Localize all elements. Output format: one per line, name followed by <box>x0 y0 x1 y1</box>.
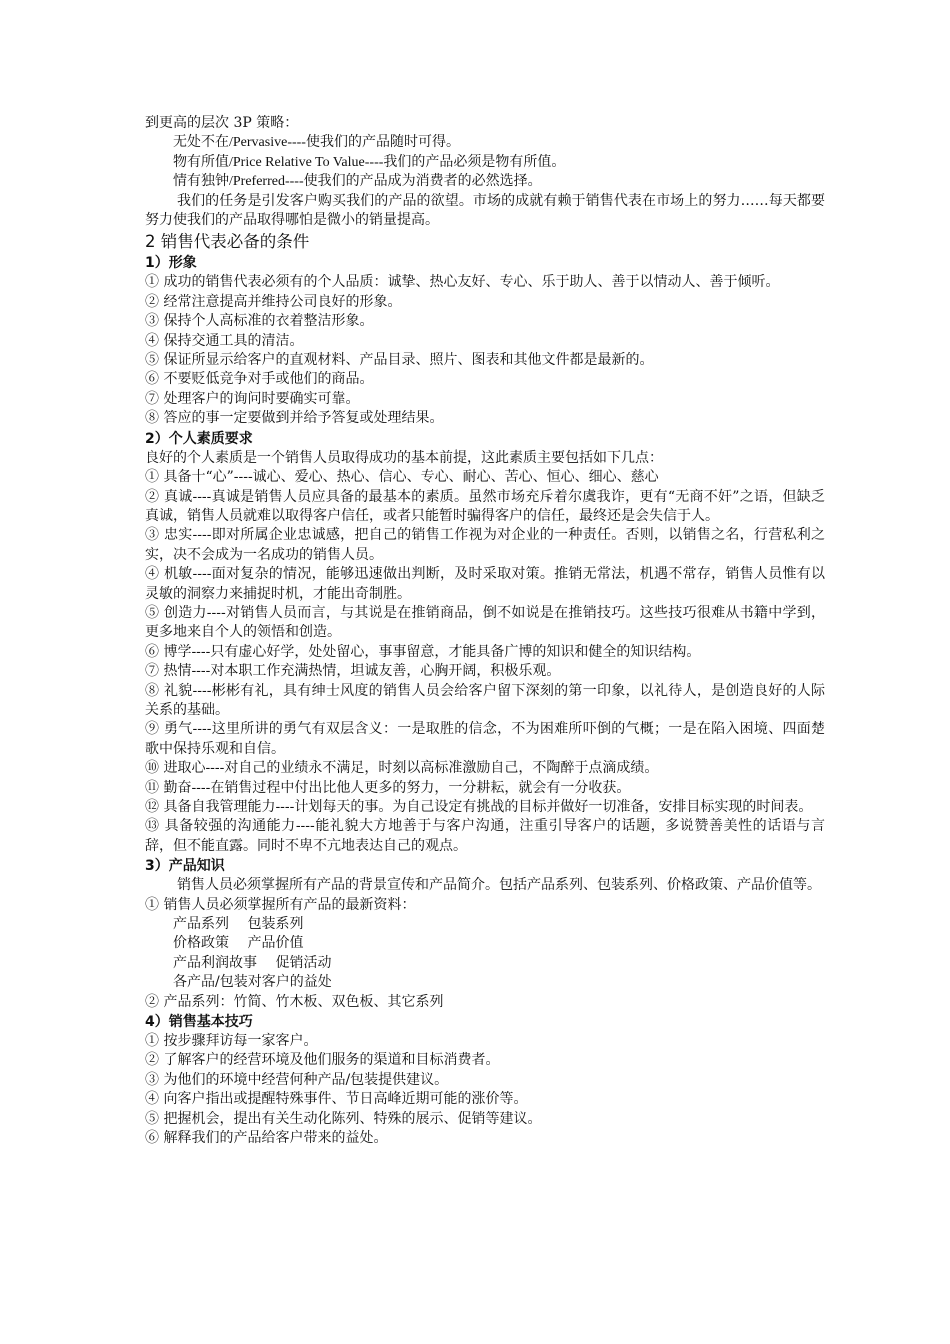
intro-lead: 到更高的层次 3P 策略： <box>145 115 299 131</box>
list-item: ⑪ 勤奋----在销售过程中付出比他人更多的努力，一分耕耘，就会有一分收获。 <box>145 779 631 796</box>
quality-intro: 良好的个人素质是一个销售人员取得成功的基本前提，这此素质主要包括如下几点： <box>145 449 663 466</box>
list-item: ⑤ 保证所显示给客户的直观材料、产品目录、照片、图表和其他文件都是最新的。 <box>145 352 654 369</box>
list-item: ② 产品系列：竹简、竹木板、双色板、其它系列 <box>145 993 444 1010</box>
list-item: ⑥ 不要贬低竞争对手或他们的商品。 <box>145 371 374 388</box>
list-item: ① 具备十“心”----诚心、爱心、热心、信心、专心、耐心、苦心、恒心、细心、慈心 <box>145 469 659 486</box>
list-item: ① 成功的销售代表必须有的个人品质：诚挚、热心友好、专心、乐于助人、善于以情动人、善于倾听。 <box>145 274 780 291</box>
sub-list-item: 价格政策 产品价值 <box>173 935 304 952</box>
knowledge-intro: 销售人员必须掌握所有产品的背景宣传和产品简介。包括产品系列、包装系列、价格政策、产品价值等。 <box>177 877 821 894</box>
sub-list-item: 各产品/包装对客户的益处 <box>173 974 332 991</box>
list-item: ④ 向客户指出或提醒特殊事件、节日高峰近期可能的涨价等。 <box>145 1091 528 1108</box>
section-title: 2 销售代表必备的条件 <box>145 232 310 252</box>
list-item: ⑫ 具备自我管理能力----计划每天的事。为自己设定有挑战的目标并做好一切准备，安排目标实现的时间表。 <box>145 799 813 815</box>
list-item: ⑦ 处理客户的询问时要确实可靠。 <box>145 390 360 407</box>
list-item: ⑥ 解释我们的产品给客户带来的益处。 <box>145 1130 388 1147</box>
list-item: ⑧ 答应的事一定要做到并给予答复或处理结果。 <box>145 410 444 427</box>
list-item: ③ 为他们的环境中经营何种产品/包装提供建议。 <box>145 1071 449 1088</box>
list-item: ⑩ 进取心----对自己的业绩永不满足，时刻以高标准激励自己，不陶醉于点滴成绩。 <box>145 760 659 777</box>
list-item: ⑬ 具备较强的沟通能力----能礼貌大方地善于与客户沟通，注重引导客户的话题，多说赞善美性的话语与言辞，但不能直露。同时不卑不亢地表达自己的观点。 <box>145 818 825 854</box>
list-item: ③ 保持个人高标准的衣着整洁形象。 <box>145 313 374 330</box>
mission-paragraph: 我们的任务是引发客户购买我们的产品的欲望。市场的成就有赖于销售代表在市场上的努力……每天都要努力使我们的产品取得哪怕是微小的销量提高。 <box>145 192 825 229</box>
strategy-pervasive: 无处不在/Pervasive----使我们的产品随时可得。 <box>173 135 460 151</box>
list-item: ② 经常注意提高并维持公司良好的形象。 <box>145 293 402 310</box>
list-item: ④ 保持交通工具的清洁。 <box>145 332 304 349</box>
strategy-price-value: 物有所值/Price Relative To Value----我们的产品必须是物有所值。 <box>173 154 566 170</box>
list-item: ② 了解客户的经营环境及他们服务的渠道和目标消费者。 <box>145 1052 500 1069</box>
strategy-preferred: 情有独钟/Preferred----使我们的产品成为消费者的必然选择。 <box>173 174 542 190</box>
list-item: ③ 忠实----即对所属企业忠诚感，把自己的销售工作视为对企业的一种责任。否则，以销售之名，行营私利之实，决不会成为一名成功的销售人员。 <box>145 527 825 563</box>
sub-list-item: 产品系列 包装系列 <box>173 916 304 933</box>
list-item: ① 按步骤拜访每一家客户。 <box>145 1033 318 1050</box>
list-item: ⑥ 博学----只有虚心好学，处处留心，事事留意，才能具备广博的知识和健全的知识结构。 <box>145 643 701 660</box>
list-item: ⑨ 勇气----这里所讲的勇气有双层含义：一是取胜的信念，不为困难所吓倒的气概；一是在陷入困境、四面楚歌中保持乐观和自信。 <box>145 721 825 757</box>
list-item: ② 真诚----真诚是销售人员应具备的最基本的素质。虽然市场充斥着尔虞我诈，更有“无商不奸”之语，但缺乏真诚，销售人员就难以取得客户信任，或者只能暂时骗得客户的信任，最终还是会失信于人。 <box>145 488 825 524</box>
subsection-heading-knowledge: 3）产品知识 <box>145 858 225 875</box>
list-item: ④ 机敏----面对复杂的情况，能够迅速做出判断，及时采取对策。推销无常法，机遇不常存，销售人员惟有以灵敏的洞察力来捕捉时机，才能出奇制胜。 <box>145 566 825 602</box>
subsection-heading-image: 1）形象 <box>145 255 197 272</box>
list-item: ⑤ 把握机会，提出有关生动化陈列、特殊的展示、促销等建议。 <box>145 1110 542 1127</box>
list-item: ⑧ 礼貌----彬彬有礼，具有绅士风度的销售人员会给客户留下深刻的第一印象，以礼待人，是创造良好的人际关系的基础。 <box>145 682 825 718</box>
document-page <box>145 114 825 1149</box>
list-item: ⑤ 创造力----对销售人员而言，与其说是在推销商品，倒不如说是在推销技巧。这些技巧很难从书籍中学到，更多地来自个人的领悟和创造。 <box>145 604 825 641</box>
subsection-heading-skills: 4）销售基本技巧 <box>145 1014 253 1031</box>
list-item: ① 销售人员必须掌握所有产品的最新资料： <box>145 896 416 913</box>
subsection-heading-quality: 2）个人素质要求 <box>145 430 253 447</box>
sub-list-item: 产品利润故事 促销活动 <box>173 954 332 971</box>
list-item: ⑦ 热情----对本职工作充满热情，坦诚友善，心胸开阔，积极乐观。 <box>145 663 561 680</box>
